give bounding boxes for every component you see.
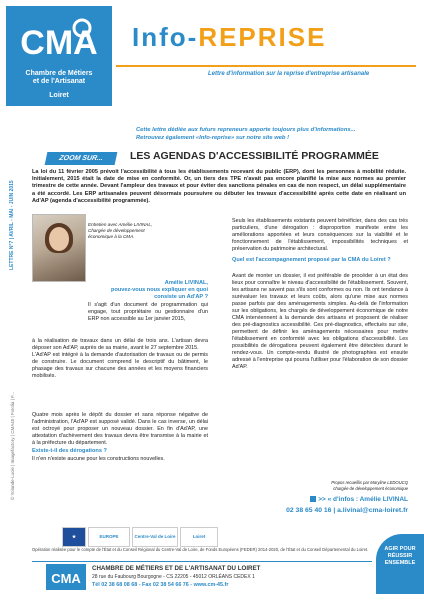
credit-line1: Propos recueillis par Maryline LEDOUCQ [331,480,408,485]
footer-contact[interactable]: Tél 02 38 68 08 68 - Fax 02 38 54 66 76 - www.cm-45.fr [92,582,229,588]
article-title: LES AGENDAS D'ACCESSIBILITÉ PROGRAMMÉE [130,150,379,162]
footer-divider [32,561,372,562]
cma-logo-mark [16,14,102,66]
svg-text:CMA: CMA [20,24,98,62]
footer-address: 28 rue du Faubourg Bourgogne - CS 22205 - 45012 ORLÉANS CEDEX 1 [92,574,255,580]
org-line1: Chambre de Métiers [25,70,93,77]
photo-credit: © Yolande-Lucie | Imagefactory | CMA45 | Fotolia | F... [10,391,15,500]
tagline: Lettre d'information sur la reprise d'entreprise artisanale [208,71,370,77]
credit-line2: chargée de développement économique [333,485,408,491]
newsletter-title [132,22,326,53]
footer-cma-mark [46,564,86,590]
question-1-text: pouvez-vous nous expliquer en quoi consiste un Ad'AP ? [111,287,208,300]
paragraph-1b-text: à la réalisation de travaux dans un délai de trois ans. L'artisan devra déposer son Ad'AP, auprès de sa mairie, avant le 27 septembre 2015. [32,338,208,351]
agir-badge: AGIR POUR RÉUSSIR ENSEMBLE [376,534,424,594]
question-1 [88,280,208,301]
logo-europe: EUROPE [88,527,130,547]
issue-label-container [9,110,17,270]
interviewee-photo [32,214,86,282]
logo-loiret: Loiret [180,527,218,547]
intro-line1: Cette lettre dédiée aux futurs repreneurs apporte toujours plus d'informations... [136,127,356,133]
contact-details[interactable]: 02 38 65 40 16 | a.livinal@cma-loiret.fr [286,507,408,514]
intro-line2: Retrouvez également «Info-reprise» sur notre site web ! [136,135,290,141]
svg-text:CMA: CMA [51,571,81,586]
title-reprise: REPRISE [198,22,327,52]
intro [136,126,396,142]
org-line2: et de l'Artisanat [32,78,86,85]
eu-flag-icon: ★ [62,527,86,547]
issue-label: LETTRE N°7 | AVRIL - MAI - JUIN 2015 [9,180,15,270]
author-credit [290,480,408,491]
title-info: Info- [132,22,199,52]
footer-funding: Opération réalisée pour le compte de l'État et du Conseil Régional du Centre-Val de Loire, de Fonds Européens (FEDER) 2014-2020, de l'État et du Conseil Départemental du Loiret. [32,547,369,552]
question-3: Quel est l'accompagnement proposé par la CMA du Loiret ? [232,257,391,263]
header-divider [116,65,416,67]
paragraph-1: Il s'agit d'un document de programmation qui engage, tout propriétaire ou gestionnaire d'un ERP non accessible au 1er janvier 2015, [88,302,208,322]
question-2: Existe-t-il des dérogations ? [32,448,107,454]
photo-face [49,227,69,251]
paragraph-2: L'Ad'AP est intégré à la demande d'autorisation de travaux ou de permis de construire. Le document comprend le descriptif du bâtiment, le phasage des travaux sur chacune des années et les moyens financiers mobilisés. [32,352,208,379]
footer-cma-logo [46,564,86,590]
contact-label [266,496,408,503]
paragraph-4: Il n'en n'existe aucune pour les constructions nouvelles. [32,456,165,462]
paragraph-5: Seuls les établissements existants peuvent bénéficier, dans des cas très particuliers, d'une dérogation : disproportion manifeste entre les améliorations apportées et leurs conséquences sur la viabilité et le fonctionnement de l'établissement, impossibilités techniques et préservation du patrimoine architectural. [232,218,408,252]
article-lead: La loi du 11 février 2005 prévoit l'accessibilité à tous les établissements recevant du public (ERP), dont les personnes à mobilité réduite. Initialement, 2015 était la date de mise en conformité. Or, un tiers des TPE n'avait pas encore planifié la mise aux normes au premier trimestre de cette année. Devant l'ampleur des travaux et pour éviter des sanctions pénales en cas de non respect, un délai supplémentaire a été accordé. Les ERP artisanales peuvent désormais poursuivre ou débuter les travaux d'accessibilité après cette date en réalisant un Ad'AP (agenda d'accessibilité programmée). [32,169,406,204]
contact-marker-icon [310,496,316,502]
paragraph-1b [32,338,208,380]
photo-caption: Entretien avec Amélie LIVINAL, Chargée de développement économique à la CMA. [88,222,153,239]
footer-name: CHAMBRE DE MÉTIERS ET DE L'ARTISANAT DU LOIRET [92,565,261,572]
contact-label-text: >> « d'infos : Amélie LIVINAL [318,496,408,503]
org-line3: Loiret [49,92,69,99]
paragraph-6: Avant de monter un dossier, il est préférable de procéder à un état des lieux pour connaître le niveau d'accessibilité de l'établissement. Souvent, les artisans ne savent pas s'ils sont conformes ou non. Ils ont tendance à surévaluer les travaux et leurs coûts, alors qu'une mise aux normes passe parfois par des aménagements simples. Au-delà de l'information sur les obligations, les chargés de développement économique de notre CMA interviennent à la demande des artisans et proposent de réaliser des pré-diagnostics accessibilité. Ces pré-diagnostics, effectués sur site, permettent de définir les aménagements nécessaires pour mettre l'établissement en conformité avec les obligations d'accessibilité. Les possibilités de dérogations peuvent également être détectées durant le rendez-vous. Un compte-rendu illustré de photographies est ensuite adressé à l'entreprise qui pourra l'utiliser pour l'élaboration de son dossier Ad'AP. [232,273,408,370]
logo-region: Centre-Val de Loire [132,527,178,547]
cma-logo [6,6,112,106]
paragraph-3: Quatre mois après le dépôt du dossier et sans réponse négative de l'administration, l'Ad'AP est supposé validé. Dans le cas inverse, un délai est octroyé pour proposer un nouveau dossier. En fin d'Ad'AP, une attestation d'achèvement des travaux devra être transmise à la mairie et à la préfecture du département. [32,412,208,446]
zoom-label: ZOOM SUR... [45,152,118,165]
question-1-name: Amélie LIVINAL, [164,280,208,286]
photo-credit-container [10,391,18,500]
